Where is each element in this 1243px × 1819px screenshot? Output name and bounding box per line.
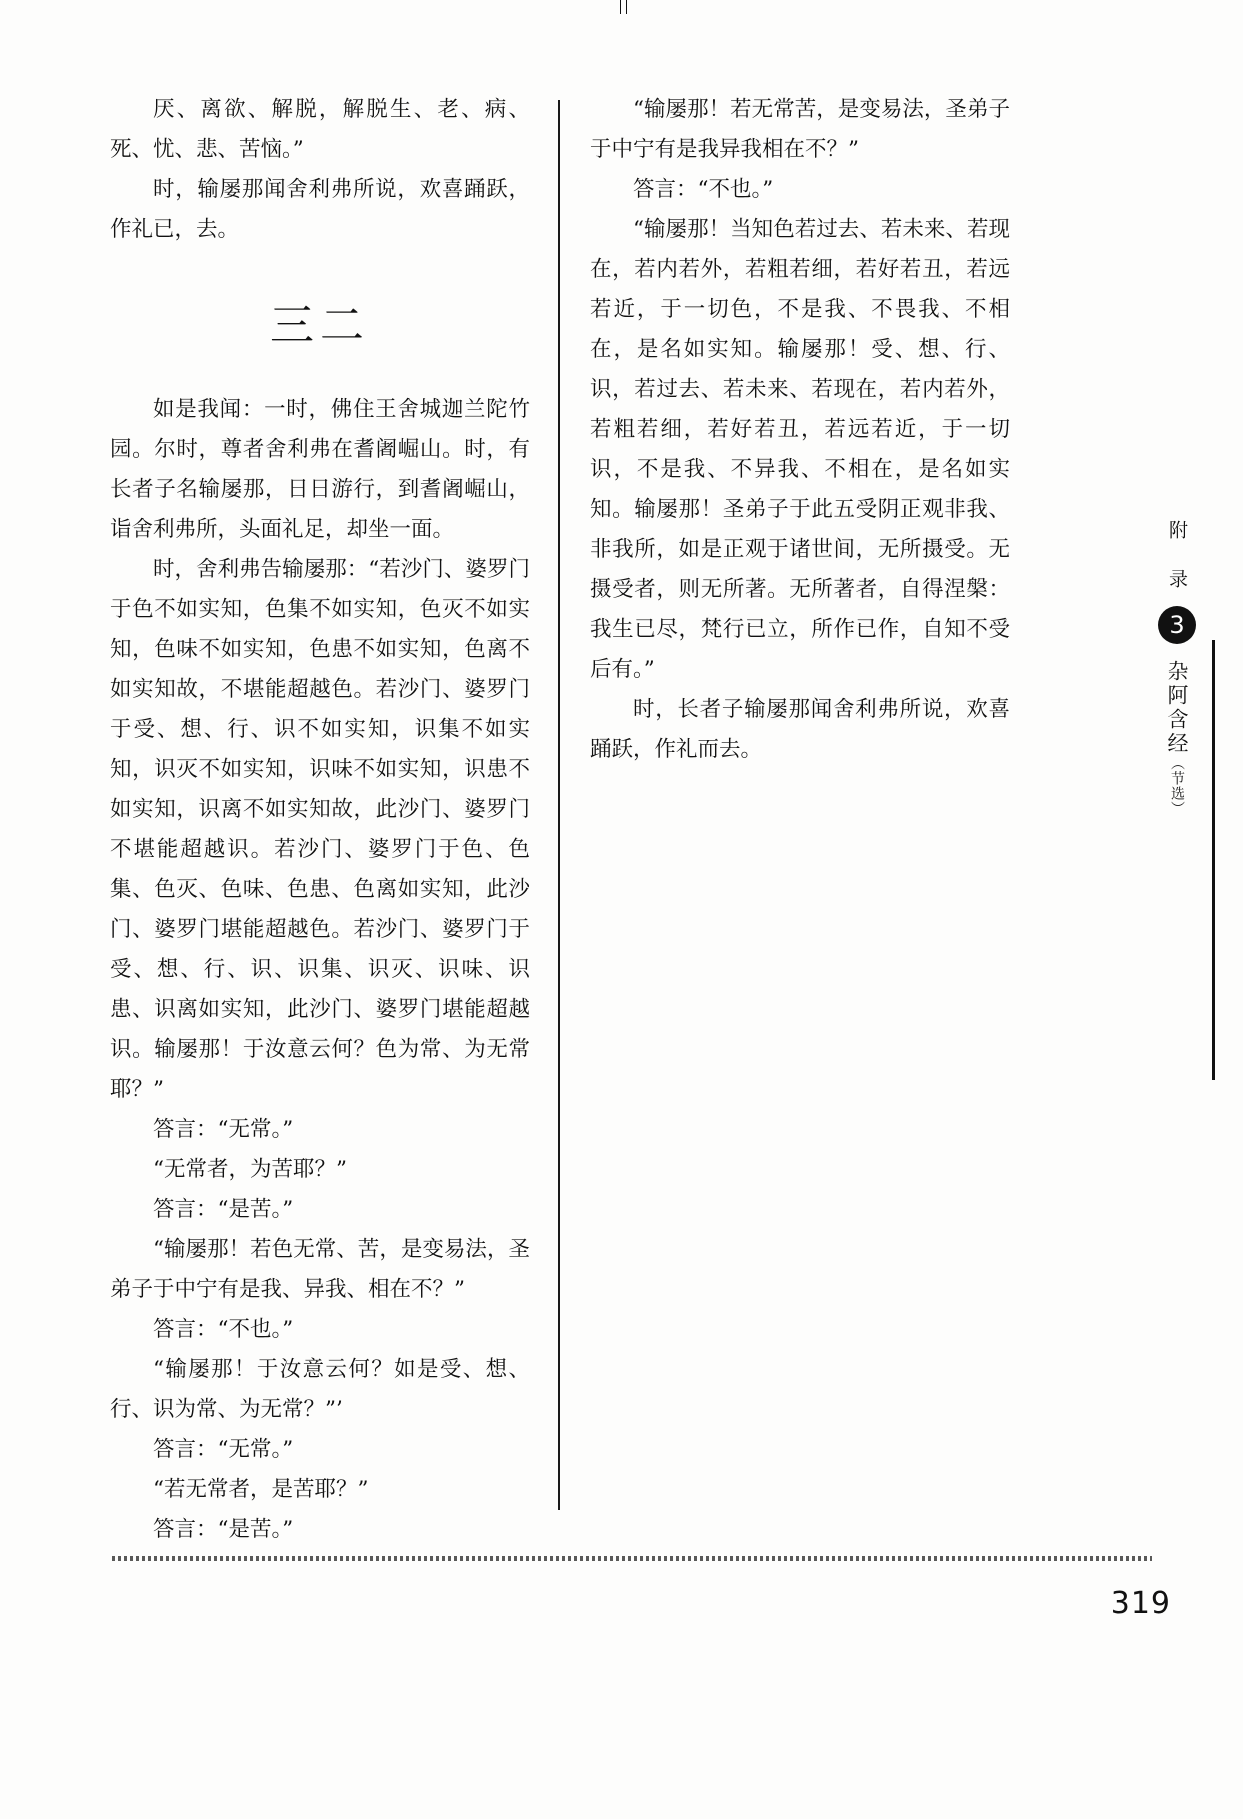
crop-mark-left <box>620 0 621 14</box>
paragraph: 答言：“不也。” <box>153 1317 294 1342</box>
paragraph: “输屡那！若无常苦，是变易法，圣弟子于中宁有是我异我相在不？” <box>590 97 1010 162</box>
paragraph: 答言：“不也。” <box>633 177 774 202</box>
side-tab-sutra-main: 杂阿含经 <box>1165 660 1189 756</box>
paragraph: “输屡那！当知色若过去、若未来、若现在，若内若外，若粗若细，若好若丑，若远若近，于一切色，不是我、不畏我、不相在，是名如实知。输屡那！受、想、行、识，若过去、若未来、若现在，若内若外，若粗若细，若好若丑，若远若近，于一切识，不是我、不异我、不相在，是名如实知。输屡那！圣弟子于此五受阴正观非我、非我所，如是正观于诸世间，无所摄受。无摄受者，则无所著。无所著者，自得涅槃：我生已尽，梵行已立，所作已作，自知不受后有。” <box>590 217 1010 682</box>
left-text-column <box>110 90 530 1542</box>
paragraph: 时，长者子输屡那闻舍利弗所说，欢喜踊跃，作礼而去。 <box>590 697 1010 762</box>
paragraph: 时，输屡那闻舍利弗所说，欢喜踊跃，作礼已，去。 <box>110 177 530 242</box>
chapter-number: 三二 <box>270 300 370 351</box>
paragraph: 如是我闻：一时，佛住王舍城迦兰陀竹园。尔时，尊者舍利弗在耆阇崛山。时，有长者子名输屡那，日日游行，到耆阇崛山，诣舍利弗所，头面礼足，却坐一面。 <box>110 397 530 542</box>
side-tab-sutra-name <box>1162 660 1192 816</box>
paragraph: “若无常者，是苦耶？” <box>153 1477 369 1502</box>
side-tab-marker: 3 <box>1158 606 1196 644</box>
paragraph: “输屡那！若色无常、苦，是变易法，圣弟子于中宁有是我、异我、相在不？” <box>110 1237 530 1302</box>
paragraph: 厌、离欲、解脱，解脱生、老、病、死、忧、悲、苦恼。” <box>110 97 530 162</box>
paragraph: 答言：“是苦。” <box>153 1517 294 1542</box>
side-tab-label: 附 录 <box>1166 520 1188 592</box>
page-content <box>110 90 1010 1542</box>
crop-mark-right <box>626 0 627 14</box>
side-tab-rule <box>1212 640 1215 1080</box>
footer-rule <box>112 1556 1152 1561</box>
paragraph: 时，舍利弗告输屡那：“若沙门、婆罗门于色不如实知，色集不如实知，色灭不如实知，色味不如实知，色患不如实知，色离不如实知故，不堪能超越色。若沙门、婆罗门于受、想、行、识不如实知，识集不如实知，识灭不如实知，识味不如实知，识患不如实知，识离不如实知故，此沙门、婆罗门不堪能超越识。若沙门、婆罗门于色、色集、色灭、色味、色患、色离如实知，此沙门、婆罗门堪能超越色。若沙门、婆罗门于受、想、行、识、识集、识灭、识味、识患、识离如实知，此沙门、婆罗门堪能超越识。输屡那！于汝意云何？色为常、为无常耶？” <box>110 557 530 1102</box>
paragraph: 答言：“无常。” <box>153 1437 294 1462</box>
side-tab <box>1147 520 1207 816</box>
right-text-column <box>590 90 1010 1510</box>
column-divider <box>558 100 560 1510</box>
paragraph: 答言：“是苦。” <box>153 1197 294 1222</box>
paragraph: “输屡那！于汝意云何？如是受、想、行、识为常、为无常？”’ <box>110 1357 530 1422</box>
paragraph: “无常者，为苦耶？” <box>153 1157 347 1182</box>
paragraph: 答言：“无常。” <box>153 1117 294 1142</box>
page-number: 319 <box>1110 1586 1171 1621</box>
side-tab-sutra-paren: （节选） <box>1169 756 1185 816</box>
